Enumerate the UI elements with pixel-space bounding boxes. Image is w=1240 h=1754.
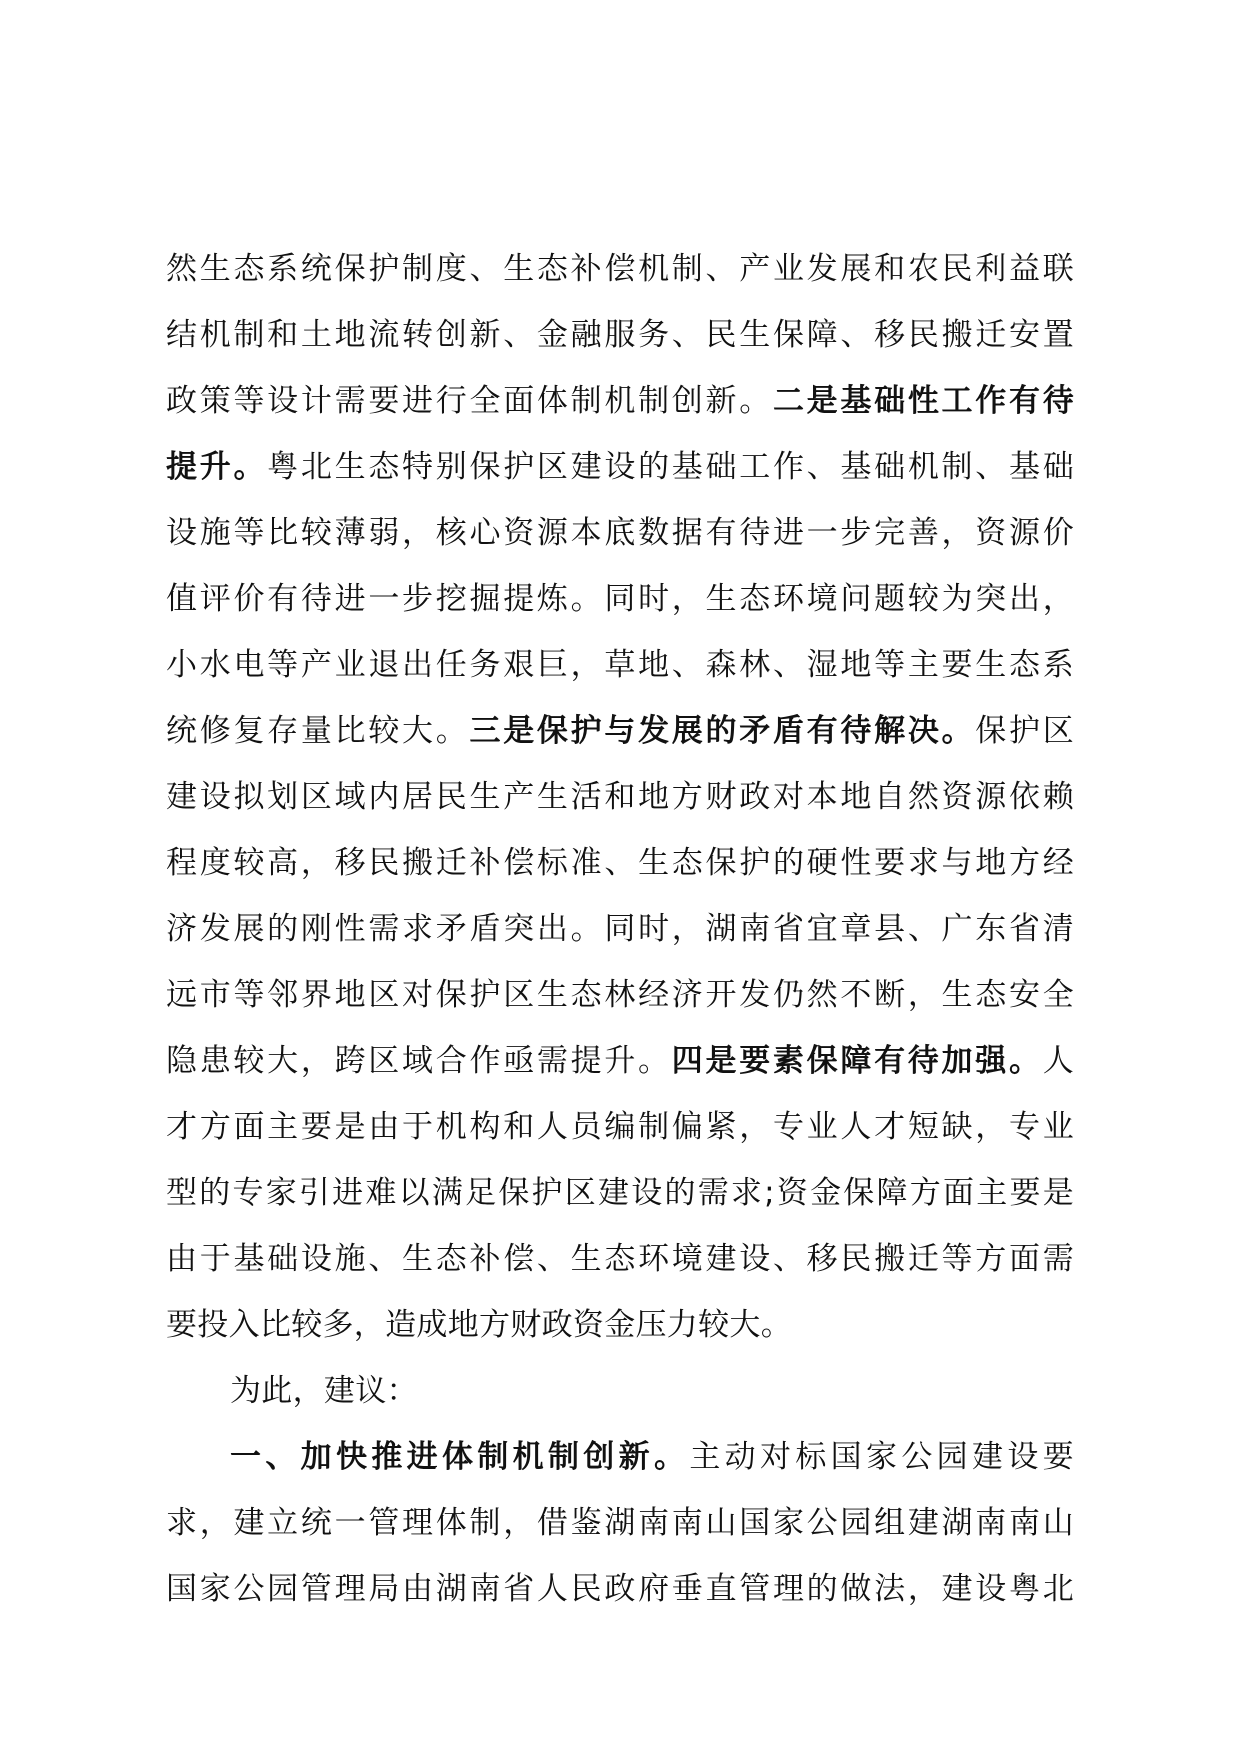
text-run: 要投入比较多，造成地方财政资金压力较大。 xyxy=(166,1307,792,1343)
text-run: 建设拟划区域内居民生产生活和地方财政对本地自然资源依赖 xyxy=(166,779,1074,815)
text-line xyxy=(166,1028,1074,1094)
text-run: 然生态系统保护制度、生态补偿机制、产业发展和农民利益联 xyxy=(166,251,1074,287)
paragraph-start-line xyxy=(166,1358,1074,1424)
text-line xyxy=(166,1094,1074,1160)
text-run: 才方面主要是由于机构和人员编制偏紧，专业人才短缺，专业 xyxy=(166,1109,1074,1145)
text-line xyxy=(166,1490,1074,1556)
text-line xyxy=(166,632,1074,698)
bold-heading-run: 三是保护与发展的矛盾有待解决。 xyxy=(469,713,976,749)
bold-heading-run: 二是基础性工作有待 xyxy=(772,383,1074,419)
text-run: 政策等设计需要进行全面体制机制创新。 xyxy=(166,383,773,419)
text-line xyxy=(166,962,1074,1028)
bold-heading-run: 四是要素保障有待加强。 xyxy=(671,1043,1043,1079)
text-line xyxy=(166,896,1074,962)
text-line xyxy=(166,1226,1074,1292)
text-run: 统修复存量比较大。 xyxy=(166,713,470,749)
text-line xyxy=(166,764,1074,830)
text-run: 远市等邻界地区对保护区生态林经济开发仍然不断，生态安全 xyxy=(166,977,1074,1013)
bold-heading-run: 提升。 xyxy=(166,449,268,485)
text-run: 人 xyxy=(1042,1043,1074,1079)
text-run: 主动对标国家公园建设要 xyxy=(689,1439,1074,1475)
text-line xyxy=(166,566,1074,632)
text-run: 值评价有待进一步挖掘提炼。同时，生态环境问题较为突出， xyxy=(166,581,1074,617)
document-body xyxy=(166,236,1074,1622)
text-run: 小水电等产业退出任务艰巨，草地、森林、湿地等主要生态系 xyxy=(166,647,1074,683)
text-run: 粤北生态特别保护区建设的基础工作、基础机制、基础 xyxy=(267,449,1074,485)
text-line xyxy=(166,830,1074,896)
text-run: 求，建立统一管理体制，借鉴湖南南山国家公园组建湖南南山 xyxy=(166,1505,1074,1541)
text-run: 济发展的刚性需求矛盾突出。同时，湖南省宜章县、广东省清 xyxy=(166,911,1074,947)
text-run: 隐患较大，跨区域合作亟需提升。 xyxy=(166,1043,672,1079)
section-heading-run: 一、加快推进体制机制创新。 xyxy=(230,1439,690,1475)
text-line xyxy=(166,434,1074,500)
paragraph-start-line xyxy=(166,1424,1074,1490)
text-run: 程度较高，移民搬迁补偿标准、生态保护的硬性要求与地方经 xyxy=(166,845,1074,881)
text-line xyxy=(166,500,1074,566)
text-line xyxy=(166,236,1074,302)
text-run: 保护区 xyxy=(975,713,1074,749)
text-line xyxy=(166,698,1074,764)
text-line xyxy=(166,1292,1074,1358)
text-run: 为此，建议： xyxy=(230,1373,418,1409)
text-run: 由于基础设施、生态补偿、生态环境建设、移民搬迁等方面需 xyxy=(166,1241,1074,1277)
text-line xyxy=(166,302,1074,368)
text-run: 国家公园管理局由湖南省人民政府垂直管理的做法，建设粤北 xyxy=(166,1571,1074,1607)
text-line xyxy=(166,368,1074,434)
text-run: 设施等比较薄弱，核心资源本底数据有待进一步完善，资源价 xyxy=(166,515,1074,551)
text-run: 型的专家引进难以满足保护区建设的需求;资金保障方面主要是 xyxy=(166,1175,1074,1211)
text-line xyxy=(166,1160,1074,1226)
text-line xyxy=(166,1556,1074,1622)
text-run: 结机制和土地流转创新、金融服务、民生保障、移民搬迁安置 xyxy=(166,317,1074,353)
